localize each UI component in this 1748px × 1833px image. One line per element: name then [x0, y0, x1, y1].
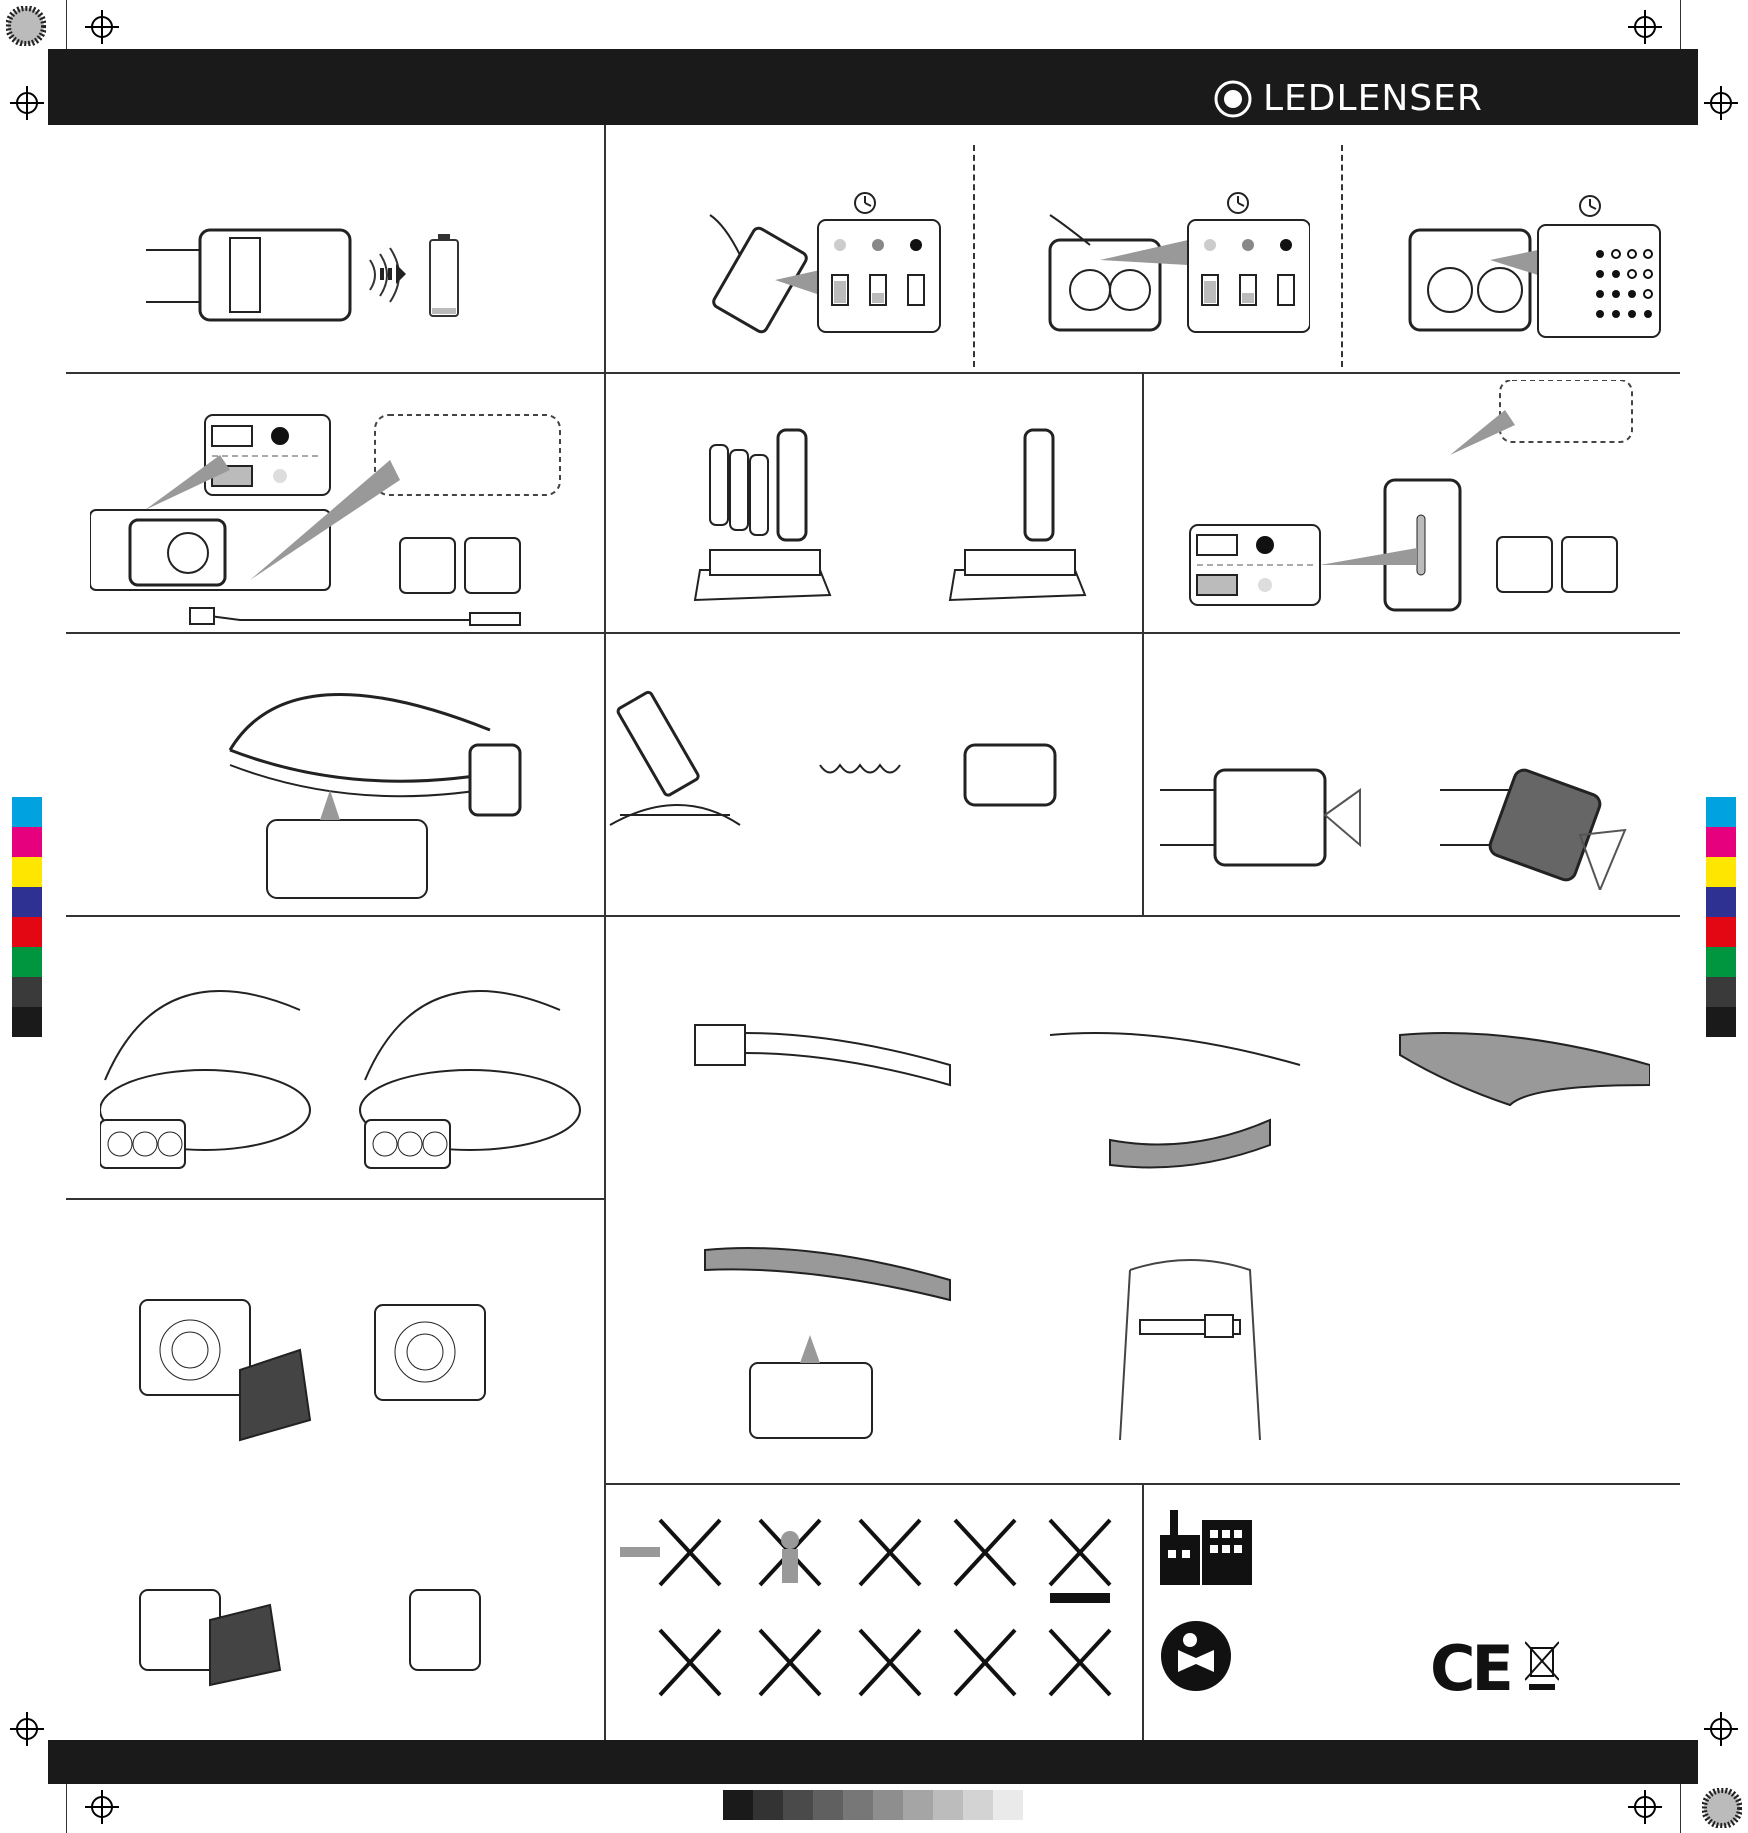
- registration-mark-icon: [1704, 86, 1738, 120]
- grid-divider: [66, 632, 1680, 634]
- headlamp-charging-illustration: [90, 410, 570, 630]
- color-swatch: [12, 977, 42, 1007]
- brand-logo: [1213, 78, 1483, 119]
- grid-divider: [973, 145, 975, 367]
- color-swatch: [723, 1790, 753, 1820]
- brand-name: LEDLENSER: [1263, 78, 1483, 119]
- color-swatch: [1706, 917, 1736, 947]
- wall-charger-icon: [400, 538, 455, 593]
- headband-rear-illustration: [100, 970, 600, 1180]
- grid-divider: [604, 1483, 1680, 1485]
- color-swatch: [993, 1790, 1023, 1820]
- registration-mark-icon: [10, 1712, 44, 1746]
- color-swatch: [1706, 977, 1736, 1007]
- color-swatch: [873, 1790, 903, 1820]
- color-swatch: [903, 1790, 933, 1820]
- color-swatch: [12, 917, 42, 947]
- registration-mark-icon: [10, 86, 44, 120]
- color-swatch: [783, 1790, 813, 1820]
- starburst-mark-icon: [6, 6, 46, 46]
- ce-mark: CE: [1430, 1632, 1510, 1705]
- read-manual-icon: [1160, 1620, 1232, 1692]
- color-swatch: [12, 797, 42, 827]
- grid-divider: [604, 125, 606, 1740]
- registration-mark-icon: [1704, 1712, 1738, 1746]
- waist-belt-illustration: [1110, 1250, 1280, 1450]
- color-swatch: [1706, 827, 1736, 857]
- battery-pack-aa-illustration: [690, 420, 1130, 615]
- color-swatch: [12, 947, 42, 977]
- strap-buckle-illustration: [690, 1005, 1650, 1180]
- color-swatch: [12, 857, 42, 887]
- buckle-detail-illustration: [700, 1220, 960, 1440]
- color-swatch: [1706, 857, 1736, 887]
- battery-indicator-side-illustration: [680, 185, 950, 345]
- grid-divider: [66, 915, 1680, 917]
- laptop-icon: [465, 538, 520, 593]
- lamp-tilt-illustration: [1160, 760, 1630, 890]
- headband-assembly-illustration: [210, 670, 540, 905]
- grid-divider: [1142, 1483, 1144, 1740]
- color-swatch: [1706, 1007, 1736, 1037]
- registration-mark-icon: [85, 10, 119, 44]
- registration-mark-icon: [85, 1790, 119, 1824]
- color-swatch: [933, 1790, 963, 1820]
- color-swatch: [1706, 947, 1736, 977]
- laptop-icon: [1562, 537, 1617, 592]
- color-swatch: [1706, 887, 1736, 917]
- footer-bar: [48, 1740, 1698, 1784]
- powerbank-charging-illustration: [1185, 380, 1635, 620]
- weee-bin-icon: [1525, 1640, 1559, 1692]
- color-swatch: [1706, 797, 1736, 827]
- manufacturer-icon: [1160, 1505, 1260, 1585]
- wall-charger-icon: [1497, 537, 1552, 592]
- grid-divider: [66, 1198, 604, 1200]
- grid-divider: [1142, 372, 1144, 915]
- arrow-icon: [380, 264, 406, 284]
- color-swatch: [12, 1007, 42, 1037]
- registration-mark-icon: [1628, 10, 1662, 44]
- color-swatch: [813, 1790, 843, 1820]
- color-swatch: [12, 827, 42, 857]
- color-swatch: [753, 1790, 783, 1820]
- ledlenser-icon: [1213, 79, 1253, 119]
- battery-dot-indicator-illustration: [1390, 190, 1670, 350]
- color-swatch: [12, 887, 42, 917]
- low-battery-warning-illustration: [140, 220, 480, 330]
- safety-warnings-illustration: [620, 1505, 1130, 1705]
- grid-divider: [66, 372, 1680, 374]
- diffuser-attach-illustration: [130, 1290, 580, 1460]
- battery-pack-extension-illustration: [600, 685, 1060, 830]
- diffuser-attach-side-illustration: [130, 1540, 530, 1720]
- registration-mark-icon: [1628, 1790, 1662, 1824]
- starburst-mark-icon: [1702, 1788, 1742, 1828]
- battery-indicator-top-illustration: [1030, 185, 1310, 345]
- grid-divider: [1341, 145, 1343, 367]
- color-swatch: [963, 1790, 993, 1820]
- color-swatch: [843, 1790, 873, 1820]
